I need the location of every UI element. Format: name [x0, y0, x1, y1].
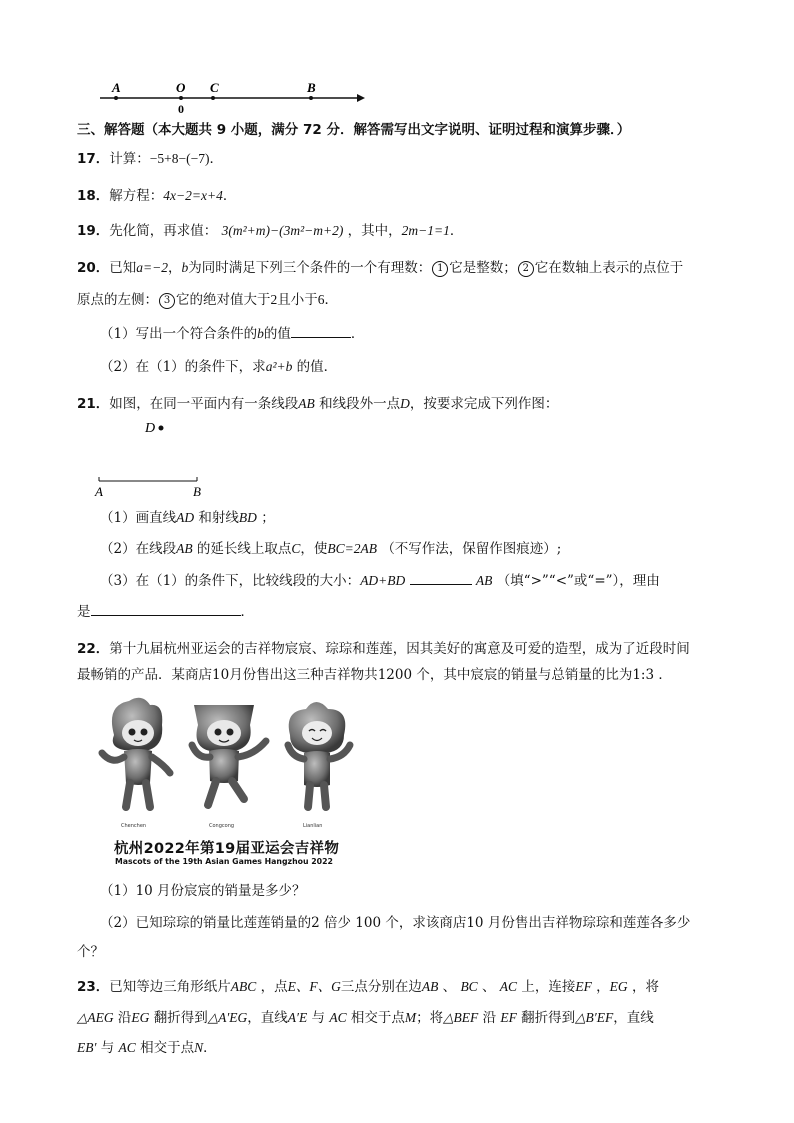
q23-ef: EF	[575, 979, 592, 994]
q17-text: 计算：	[109, 151, 150, 167]
q21-p3-text-b: （填“>”“<”或“=”），理由	[496, 573, 660, 589]
number-line-arrow	[357, 94, 365, 102]
q21-p2-note: （不写作法，保留作图痕迹）;	[381, 541, 562, 557]
q23-eg2: EG	[131, 1010, 150, 1025]
label-zero: 0	[178, 102, 184, 116]
q19-text: 先化简，再求值：	[109, 223, 218, 239]
circled-3: 3	[159, 293, 175, 309]
q23-tri-aeg: △AEG	[77, 1010, 114, 1025]
q20-p1-end: ．	[350, 326, 365, 342]
q17-number: 17．	[77, 151, 110, 167]
q19-expr2: 2m−1=1	[401, 223, 450, 238]
q23-ac3: AC	[118, 1040, 136, 1055]
q22-num-1200: 1200	[377, 667, 413, 683]
mascot-caption-en: Mascots of the 19th Asian Games Hangzhou 2022	[115, 857, 333, 866]
question-22-part2-line1	[100, 914, 690, 932]
question-22-line1	[77, 640, 690, 658]
question-21-part2	[100, 540, 561, 558]
q21-p1-bd: BD	[238, 510, 257, 525]
q21-p1-ad: AD	[176, 510, 195, 525]
q23-text-p: 相交于点	[140, 1040, 195, 1056]
q23-eg: EG	[609, 979, 628, 994]
q21-p3-end: ．	[240, 604, 254, 620]
mascots-image	[94, 695, 374, 870]
q22-text-a: 第十九届杭州亚运会的吉祥物宸宸、琮琮和莲莲，因其美好的寓意及可爱的造型，成为了近段时间	[109, 641, 690, 657]
q23-end: ．	[203, 1040, 217, 1056]
label-o: O	[176, 80, 186, 95]
q23-text-d: 上，连接	[521, 979, 576, 995]
q23-text-c: 三点分别在边	[340, 979, 422, 995]
q23-text-m: 翻折得到	[521, 1010, 576, 1026]
q22-p2-text-c: 月份售出吉祥物琮琮和莲莲各多少	[487, 915, 691, 931]
section-title: 三、解答题（本大题共 9 小题，满分 72 分．解答需写出文字说明、证明过程和演算步骤．）	[77, 122, 631, 138]
q23-ac: AC	[499, 979, 518, 994]
point-b	[309, 96, 313, 100]
q18-expr: 4x−2=x+4	[163, 188, 223, 203]
question-23-line3	[77, 1039, 217, 1057]
mascot-name-chenchen: Chenchen	[121, 823, 147, 829]
q17-expr: −5+8−(−7)	[149, 151, 210, 166]
q21-p3-reason-label: 是	[77, 604, 91, 620]
q20-text-g: 它的绝对值大于	[176, 292, 271, 308]
q20-text-d: 它是整数；	[449, 260, 517, 276]
number-line-figure	[95, 78, 375, 118]
q20-text-b: ，	[168, 260, 182, 276]
q21-p2-text: （2）在线段	[100, 541, 177, 557]
q22-num-10: 10	[212, 667, 230, 683]
q21-p2-text-b: 的延长线上取点	[196, 541, 292, 557]
q19-number: 19．	[77, 223, 110, 239]
mascot-name-lianlian: Lianlian	[303, 823, 323, 829]
q23-eb1: EB′	[77, 1040, 97, 1055]
q23-sep2: 、	[482, 979, 496, 995]
figure-label-a: A	[95, 484, 103, 499]
q21-p2-c: C	[291, 541, 301, 556]
q21-number: 21．	[77, 396, 110, 412]
circled-1: 1	[432, 261, 448, 277]
q23-text-l: 沿	[482, 1010, 497, 1026]
q21-p1-text-b: 和射线	[198, 510, 239, 526]
q23-efg: E、F、G	[287, 979, 341, 994]
q21-p3-text: （3）在（1）的条件下，比较线段的大小：	[100, 573, 361, 589]
q19-expr1: 3(m²+m)−(3m²−m+2)	[221, 223, 344, 238]
figure-label-d: D	[145, 421, 156, 436]
point-c	[211, 96, 215, 100]
question-20-line2	[77, 291, 338, 309]
q23-text-f: 沿	[117, 1010, 132, 1026]
q21-p1-text: （1）画直线	[100, 510, 177, 526]
q18-text: 解方程：	[109, 188, 164, 204]
q18-end: ．	[222, 188, 237, 204]
q23-text-a: 已知等边三角形纸片	[109, 979, 231, 995]
q23-tri-b1ef: △B′EF	[575, 1010, 614, 1025]
question-20-line1	[77, 259, 683, 277]
question-23-line2	[77, 1009, 654, 1027]
q21-d: D	[400, 396, 410, 411]
q21-p2-text-c: ，使	[300, 541, 328, 557]
q22-ratio: 1:3	[632, 667, 655, 683]
q21-text-b: 和线段外一点	[319, 396, 401, 412]
q20-text-c: 为同时满足下列三个条件的一个有理数：	[188, 260, 432, 276]
question-17	[77, 150, 223, 168]
q23-text-b: ，点	[260, 979, 288, 995]
q22-p2-text-b: 倍少 100 个，求该商店	[323, 915, 467, 931]
q20-text-f: 原点的左侧：	[77, 292, 158, 308]
question-21-part1	[100, 509, 275, 527]
question-23-line1	[77, 978, 659, 996]
q23-sep1: 、	[442, 979, 457, 995]
q21-p2-expr: BC=2AB	[327, 541, 378, 556]
q20-p2-end: 的值．	[296, 359, 338, 375]
q22-p2-text-a: （2）已知琮琮的销量比莲莲销量的	[100, 915, 312, 931]
label-b: B	[307, 80, 316, 95]
q22-text-b: 最畅销的产品．某商店	[77, 667, 212, 683]
mascot-name-congcong: Congcong	[209, 823, 235, 829]
q23-a1e: A′E	[287, 1010, 308, 1025]
q20-num-2: 2	[270, 292, 278, 307]
q22-text-d: 个，其中宸宸的销量与总销量的比为	[416, 667, 633, 683]
q19-mid: ，其中，	[347, 223, 402, 239]
q23-ef2: EF	[500, 1010, 517, 1025]
q20-p1-text-b: 的值	[263, 326, 291, 342]
q21-text-a: 如图，在同一平面内有一条线段	[109, 396, 299, 412]
mascot-congcong	[192, 705, 266, 805]
q21-p2-ab: AB	[176, 541, 193, 556]
q22-end: ．	[658, 667, 672, 683]
q23-m: M	[404, 1010, 417, 1025]
q20-text-h: 且小于	[277, 292, 318, 308]
q21-p1-end: ；	[261, 510, 275, 526]
answer-blank-21-reason[interactable]	[91, 603, 241, 616]
q23-text-h: ，直线	[247, 1010, 288, 1026]
label-a: A	[112, 80, 121, 95]
q22-p2-num-10: 10	[466, 915, 484, 931]
mascot-lianlian	[288, 702, 350, 807]
q23-text-g: 翻折得到	[153, 1010, 208, 1026]
q23-text-n: ，直线	[613, 1010, 654, 1026]
question-18	[77, 187, 236, 205]
circled-2: 2	[518, 261, 534, 277]
q23-text-i: 与	[311, 1010, 326, 1026]
q20-text-a: 已知	[109, 260, 137, 276]
answer-blank-21-compare[interactable]	[410, 572, 472, 585]
q20-p2-text: （2）在（1）的条件下，求	[100, 359, 266, 375]
q21-text-c: ，按要求完成下列作图：	[409, 396, 559, 412]
q20-p2-expr: a²+b	[265, 359, 293, 374]
q23-text-k: ；将	[416, 1010, 444, 1026]
q22-p2-num-2: 2	[311, 915, 320, 931]
question-21-part3-reason	[77, 603, 254, 621]
question-20-part2	[100, 358, 337, 376]
q23-tri-a1eg: △A′EG	[207, 1010, 248, 1025]
q17-end: ．	[209, 151, 223, 167]
question-20-part1	[100, 325, 364, 343]
mascots-drawing	[94, 695, 374, 825]
q23-ab: AB	[421, 979, 439, 994]
q23-text-e: ，将	[631, 979, 659, 995]
q20-p1-b: b	[257, 326, 264, 341]
q18-number: 18．	[77, 188, 110, 204]
q20-number: 20．	[77, 260, 110, 276]
question-21-stem	[77, 395, 558, 413]
mascot-caption-cn: 杭州2022年第19届亚运会吉祥物	[114, 841, 340, 857]
q23-sep3: ，	[596, 979, 610, 995]
q23-number: 23．	[77, 979, 110, 995]
point-a	[114, 96, 118, 100]
q20-a-expr: a=−2	[136, 260, 169, 275]
point-d	[159, 426, 164, 431]
question-22-part2-line2: 个？	[77, 944, 104, 960]
figure-label-b: B	[193, 484, 201, 499]
segment-figure	[90, 415, 220, 505]
q23-ac2: AC	[329, 1010, 347, 1025]
mascot-chenchen	[102, 698, 170, 807]
q23-abc: ABC	[230, 979, 257, 994]
q22-number: 22．	[77, 641, 110, 657]
question-21-part3	[100, 572, 660, 590]
q21-p3-ab: AB	[475, 573, 493, 588]
label-c: C	[210, 80, 219, 95]
q22-text-c: 月份售出这三种吉祥物共	[229, 667, 378, 683]
q23-text-o: 与	[100, 1040, 115, 1056]
q20-b-var: b	[181, 260, 189, 275]
q19-end: ．	[449, 223, 464, 239]
point-o	[179, 96, 183, 100]
q20-text-e: 它在数轴上表示的点位于	[534, 260, 684, 276]
question-22-line2	[77, 666, 672, 684]
q21-ab: AB	[298, 396, 315, 411]
question-22-part1: （1）10 月份宸宸的销量是多少？	[100, 883, 306, 899]
q20-text-i: ．	[324, 292, 338, 308]
q23-tri-bef: △BEF	[443, 1010, 479, 1025]
answer-blank-20-1[interactable]	[291, 325, 351, 338]
q23-n: N	[194, 1040, 204, 1055]
q20-p1-text: （1）写出一个符合条件的	[100, 326, 258, 342]
q21-p3-expr: AD+BD	[360, 573, 406, 588]
question-19	[77, 222, 463, 240]
q23-text-j: 相交于点	[350, 1010, 405, 1026]
q23-bc: BC	[460, 979, 478, 994]
q20-num-6: 6	[317, 292, 325, 307]
